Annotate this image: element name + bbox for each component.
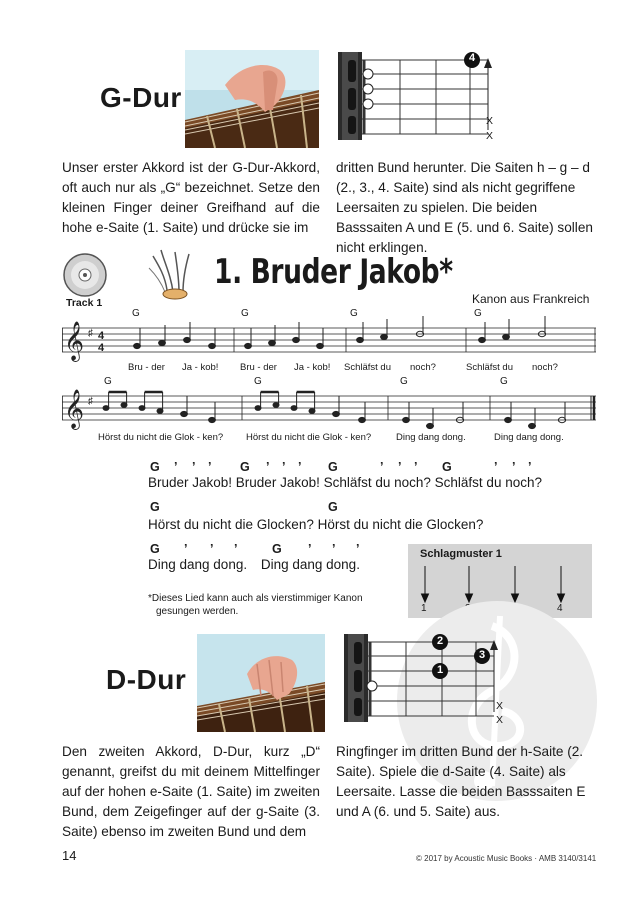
staff1-lyric-2: Ja - kob! bbox=[182, 362, 219, 373]
footnote-line-2: gesungen werden. bbox=[156, 606, 239, 617]
song-title-asterisk: * bbox=[439, 252, 453, 292]
strum-text-row-3-b: Ding dang dong. bbox=[260, 557, 360, 572]
d-dur-chord-diagram bbox=[344, 630, 506, 730]
staff2-chord-1: G bbox=[104, 376, 112, 387]
staff2-chord-3: G bbox=[400, 376, 408, 387]
beat-1: 1 bbox=[421, 603, 427, 614]
bell-illustration bbox=[145, 246, 201, 302]
strum-chords-row-2: G G bbox=[150, 500, 338, 514]
footnote-line-1: *Dieses Lied kann auch als vierstimmiger Kanon bbox=[148, 593, 363, 604]
strum-text-row-2: Hörst du nicht die Glocken? Hörst du nicht die Glocken? bbox=[148, 517, 484, 532]
d-dur-finger-1: 1 bbox=[436, 664, 444, 676]
strum-text-row-1: Bruder Jakob! Bruder Jakob! Schläfst du noch? Schläfst du noch? bbox=[148, 475, 542, 490]
g-dur-muted-string-6: X bbox=[486, 130, 494, 142]
staff1-lyric-1: Bru - der bbox=[128, 362, 165, 373]
staff2-lyric-3: Ding dang dong. bbox=[396, 432, 466, 443]
footnote bbox=[148, 592, 363, 618]
staff1-chord-1: G bbox=[132, 308, 140, 319]
d-dur-heading: D-Dur bbox=[106, 664, 187, 695]
staff2-chord-2: G bbox=[254, 376, 262, 387]
d-dur-muted-string-5: X bbox=[496, 700, 504, 712]
copyright: © 2017 by Acoustic Music Books · AMB 3140/3141 bbox=[416, 854, 597, 863]
staff1-lyric-3: Bru - der bbox=[240, 362, 277, 373]
staff1-chord-2: G bbox=[241, 308, 249, 319]
svg-text:𝄞: 𝄞 bbox=[64, 389, 85, 429]
song-title-text: 1. Bruder Jakob bbox=[214, 252, 440, 292]
d-dur-finger-3: 3 bbox=[478, 649, 486, 661]
song-origin: Kanon aus Frankreich bbox=[472, 292, 590, 306]
d-dur-text-right: Ringfinger im dritten Bund der h-Saite (2. Saite). Spiele die d-Saite (4. Saite) als Leersaite. Lasse die beiden Basssaiten E und A (6. und 5. Saite) aus. bbox=[336, 744, 586, 819]
svg-text:♯: ♯ bbox=[88, 396, 93, 407]
song-title bbox=[214, 252, 453, 292]
beat-4: 4 bbox=[557, 603, 563, 614]
d-dur-hand-photo bbox=[197, 634, 325, 732]
staff-line-2 bbox=[62, 376, 596, 456]
cd-icon bbox=[62, 252, 108, 298]
staff1-lyric-7: Schläfst du bbox=[466, 362, 513, 373]
staff1-lyric-4: Ja - kob! bbox=[294, 362, 331, 373]
strum-text-row-3 bbox=[148, 556, 360, 574]
g-dur-muted-string-5: X bbox=[486, 115, 494, 127]
strum-chords-row-3: G ’ ’ ’ G ’ ’ ’ bbox=[150, 542, 360, 556]
staff2-chord-4: G bbox=[500, 376, 508, 387]
staff1-chord-4: G bbox=[474, 308, 482, 319]
svg-text:4: 4 bbox=[98, 330, 105, 342]
g-dur-text-left: Unser erster Akkord ist der G-Dur-Akkord, oft auch nur als „G“ bezeichnet. Setze den kleinen Finger deiner Greifhand auf die hohe e-Saite (1. Saite) und drücke sie im bbox=[62, 160, 320, 235]
g-dur-heading: G-Dur bbox=[100, 82, 182, 113]
staff2-lyric-4: Ding dang dong. bbox=[494, 432, 564, 443]
strum-chords-row-1: G ’ ’ ’ G ’ ’ ’ G ’ ’ ’ G ’ ’ ’ bbox=[150, 460, 532, 474]
g-dur-finger-number: 4 bbox=[468, 52, 476, 64]
track-label: Track 1 bbox=[66, 297, 103, 309]
page-number: 14 bbox=[62, 848, 77, 863]
d-dur-muted-string-6: X bbox=[496, 714, 504, 726]
staff1-chord-3: G bbox=[350, 308, 358, 319]
staff1-lyric-8: noch? bbox=[532, 362, 558, 373]
staff2-lyric-1: Hörst du nicht die Glok - ken? bbox=[98, 432, 224, 443]
svg-text:♯: ♯ bbox=[88, 328, 93, 339]
g-dur-hand-photo bbox=[185, 50, 319, 148]
schlagmuster-title: Schlagmuster 1 bbox=[420, 548, 502, 560]
staff2-lyric-2: Hörst du nicht die Glok - ken? bbox=[246, 432, 372, 443]
strum-text-row-3-a: Ding dang dong. bbox=[148, 557, 248, 572]
d-dur-finger-2: 2 bbox=[436, 635, 444, 647]
svg-text:𝄞: 𝄞 bbox=[64, 321, 85, 361]
d-dur-text-left: Den zweiten Akkord, D-Dur, kurz „D“ genannt, greifst du mit deinem Mittelfinger auf der hohen e-Saite (1. Saite) im zweiten Bund, dem Zeigefinger auf der g-Saite (3. Saite) ebenso im zweiten Bund und dem bbox=[62, 744, 320, 839]
g-dur-text-right: dritten Bund herunter. Die Saiten h – g – d (2., 3., 4. Saite) sind als nicht gegriffene Leersaiten zu spielen. Die beiden Basssaiten A und E (5. und 6. Saite) sollen nicht erklingen. bbox=[336, 160, 593, 255]
svg-text:4: 4 bbox=[98, 342, 105, 354]
staff1-lyric-6: noch? bbox=[410, 362, 436, 373]
staff1-lyric-5: Schläfst du bbox=[344, 362, 391, 373]
